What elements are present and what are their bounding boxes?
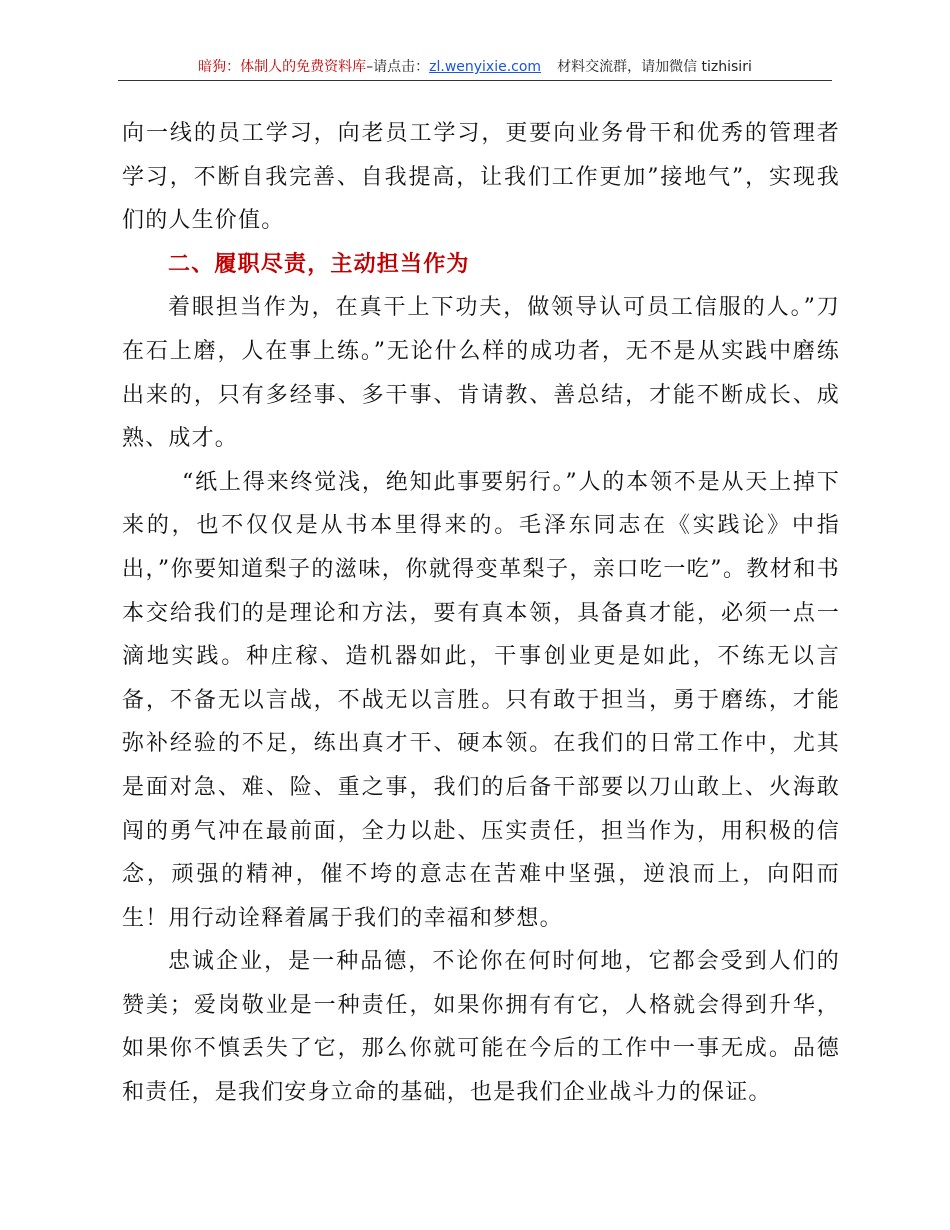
paragraph-continued: 向一线的员工学习，向老员工学习，更要向业务骨干和优秀的管理者学习，不断自我完善、自我提高，让我们工作更加”接地气”，实现我们的人生价值。	[122, 121, 840, 234]
paragraph-3: 忠诚企业，是一种品德，不论你在何时何地，它都会受到人们的赞美；爱岗敬业是一种责任，如果你拥有有它，人格就会得到升华，如果你不慎丢失了它，那么你就可能在今后的工作中一事无成。品德和责任，是我们安身立命的基础，也是我们企业战斗力的保证。	[122, 949, 840, 1106]
paragraph-1: 着眼担当作为，在真干上下功夫，做领导认可员工信服的人。”刀在石上磨，人在事上练。”无论什么样的成功者，无不是从实践中磨练出来的，只有多经事、多干事、肯请教、善总结，才能不断成长、成熟、成才。	[122, 295, 840, 452]
header-prompt: –请点击：	[366, 59, 430, 75]
paragraph-2: “纸上得来终觉浅，绝知此事要躬行。”人的本领不是从天上掉下来的，也不仅仅是从书本里得来的。毛泽东同志在《实践论》中指出，”你要知道梨子的滋味，你就得变革梨子，亲口吃一吃”。教材和书本交给我们的是理论和方法，要有真本领，具备真才能，必须一点一滴地实践。种庄稼、造机器如此，干事创业更是如此，不练无以言备，不备无以言战，不战无以言胜。只有敢于担当，勇于磨练，才能弥补经验的不足，练出真才干、硬本领。在我们的日常工作中，尤其是面对急、难、险、重之事，我们的后备干部要以刀山敢上、火海敢闯的勇气冲在最前面，全力以赴、压实责任，担当作为，用积极的信念，顽强的精神，催不垮的意志在苦难中坚强，逆浪而上，向阳而生！用行动诠释着属于我们的幸福和梦想。	[122, 469, 840, 931]
header-group-info: 材料交流群，请加微信 tizhisiri	[557, 59, 752, 75]
header-brand: 暗狗：体制人的免费资料库	[198, 59, 367, 75]
section-heading: 二、履职尽责，主动担当作为	[168, 251, 470, 277]
document-body	[122, 112, 840, 1115]
page-header	[120, 56, 830, 78]
header-divider	[118, 80, 832, 81]
header-link[interactable]: zl.wenyixie.com	[429, 59, 542, 75]
